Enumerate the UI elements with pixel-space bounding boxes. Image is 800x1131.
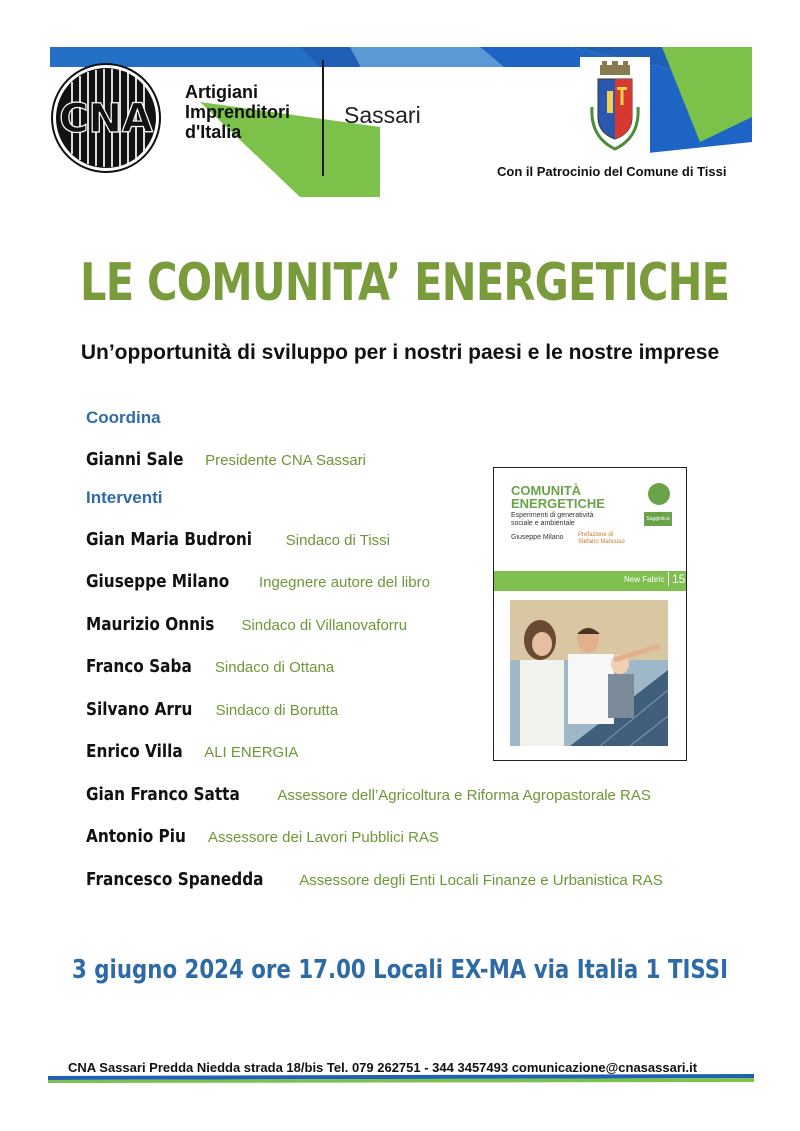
speaker-role: Sindaco di Borutta — [215, 702, 339, 719]
book-subtitle-line: sociale e ambientale — [511, 520, 575, 527]
speaker-role: Sindaco di Ottana — [214, 659, 335, 676]
footer-bar — [48, 1074, 754, 1084]
speaker-name: Franco Saba — [86, 656, 192, 677]
book-preface-line: Stefano Mancuso — [578, 539, 625, 545]
section-coordina: Coordina — [86, 408, 161, 427]
book-title — [511, 484, 605, 510]
svg-text:CNA: CNA — [59, 96, 153, 142]
speaker-name: Gian Maria Budroni — [86, 529, 253, 550]
book-subtitle-line: Esperimenti di generatività — [511, 512, 594, 519]
speaker-row — [86, 614, 407, 635]
tissi-crest-icon — [580, 57, 650, 157]
speaker-row — [86, 741, 298, 762]
city-name: Sassari — [344, 102, 421, 128]
page-title: LE COMUNITA’ ENERGETICHE — [80, 253, 730, 313]
speaker-name: Silvano Arru — [86, 699, 193, 720]
speaker-row — [86, 571, 430, 592]
book-title-line: ENERGETICHE — [511, 496, 605, 511]
speaker-role: Ingegnere autore del libro — [258, 574, 430, 591]
org-name-line: Imprenditori — [185, 102, 291, 122]
book-subtitle — [511, 512, 594, 528]
speaker-name: Francesco Spanedda — [86, 869, 264, 890]
speaker-role: Assessore degli Enti Locali Finanze e Urbanistica RAS — [299, 872, 663, 889]
book-award-icon — [648, 483, 670, 505]
cna-logo — [50, 62, 162, 174]
speaker-role: Sindaco di Villanovaforru — [241, 617, 408, 634]
speaker-row — [86, 529, 390, 550]
book-cover-photo — [510, 600, 668, 746]
speaker-name: Enrico Villa — [86, 741, 183, 762]
speaker-role: Assessore dei Lavori Pubblici RAS — [207, 829, 439, 846]
speaker-row — [86, 656, 334, 677]
book-title-line: COMUNITÀ — [511, 483, 582, 498]
book-series: New Fabric — [624, 575, 665, 584]
event-date-location: 3 giugno 2024 ore 17.00 Locali EX-MA via Italia 1 TISSI — [72, 955, 729, 985]
speaker-role: Assessore dell’Agricoltura e Riforma Agropastorale RAS — [277, 787, 651, 804]
footer-contacts: CNA Sassari Predda Niedda strada 18/bis Tel. 079 262751 - 344 3457493 comunicazione@cnasassari.it — [68, 1060, 698, 1075]
book-series-number: 15 — [668, 572, 685, 586]
speaker-row — [86, 869, 663, 890]
patrocinio-text: Con il Patrocinio del Comune di Tissi — [497, 164, 727, 179]
org-name — [185, 82, 290, 142]
coordinator-row — [86, 449, 366, 470]
book-preface-line: Prefazione di — [578, 532, 614, 538]
speaker-name: Giuseppe Milano — [86, 571, 230, 592]
book-cover — [493, 467, 687, 761]
speaker-row — [86, 699, 338, 720]
speaker-name: Gianni Sale — [86, 449, 184, 470]
speaker-row — [86, 784, 651, 805]
speaker-role: Sindaco di Tissi — [285, 532, 391, 549]
speaker-name: Antonio Piu — [86, 826, 186, 847]
speaker-role: Presidente CNA Sassari — [205, 452, 367, 469]
book-category-badge: Saggistica — [644, 512, 672, 526]
speaker-role: ALI ENERGIA — [204, 744, 299, 761]
org-name-line: d'Italia — [185, 122, 242, 142]
page-subtitle: Un’opportunità di sviluppo per i nostri paesi e le nostre imprese — [80, 341, 720, 364]
speaker-row — [86, 826, 439, 847]
org-name-line: Artigiani — [185, 82, 259, 102]
header-divider — [322, 60, 324, 176]
section-interventi: Interventi — [86, 488, 163, 507]
book-preface — [578, 532, 625, 546]
speaker-name: Gian Franco Satta — [86, 784, 240, 805]
speaker-name: Maurizio Onnis — [86, 614, 215, 635]
book-author: Giuseppe Milano — [511, 534, 564, 541]
